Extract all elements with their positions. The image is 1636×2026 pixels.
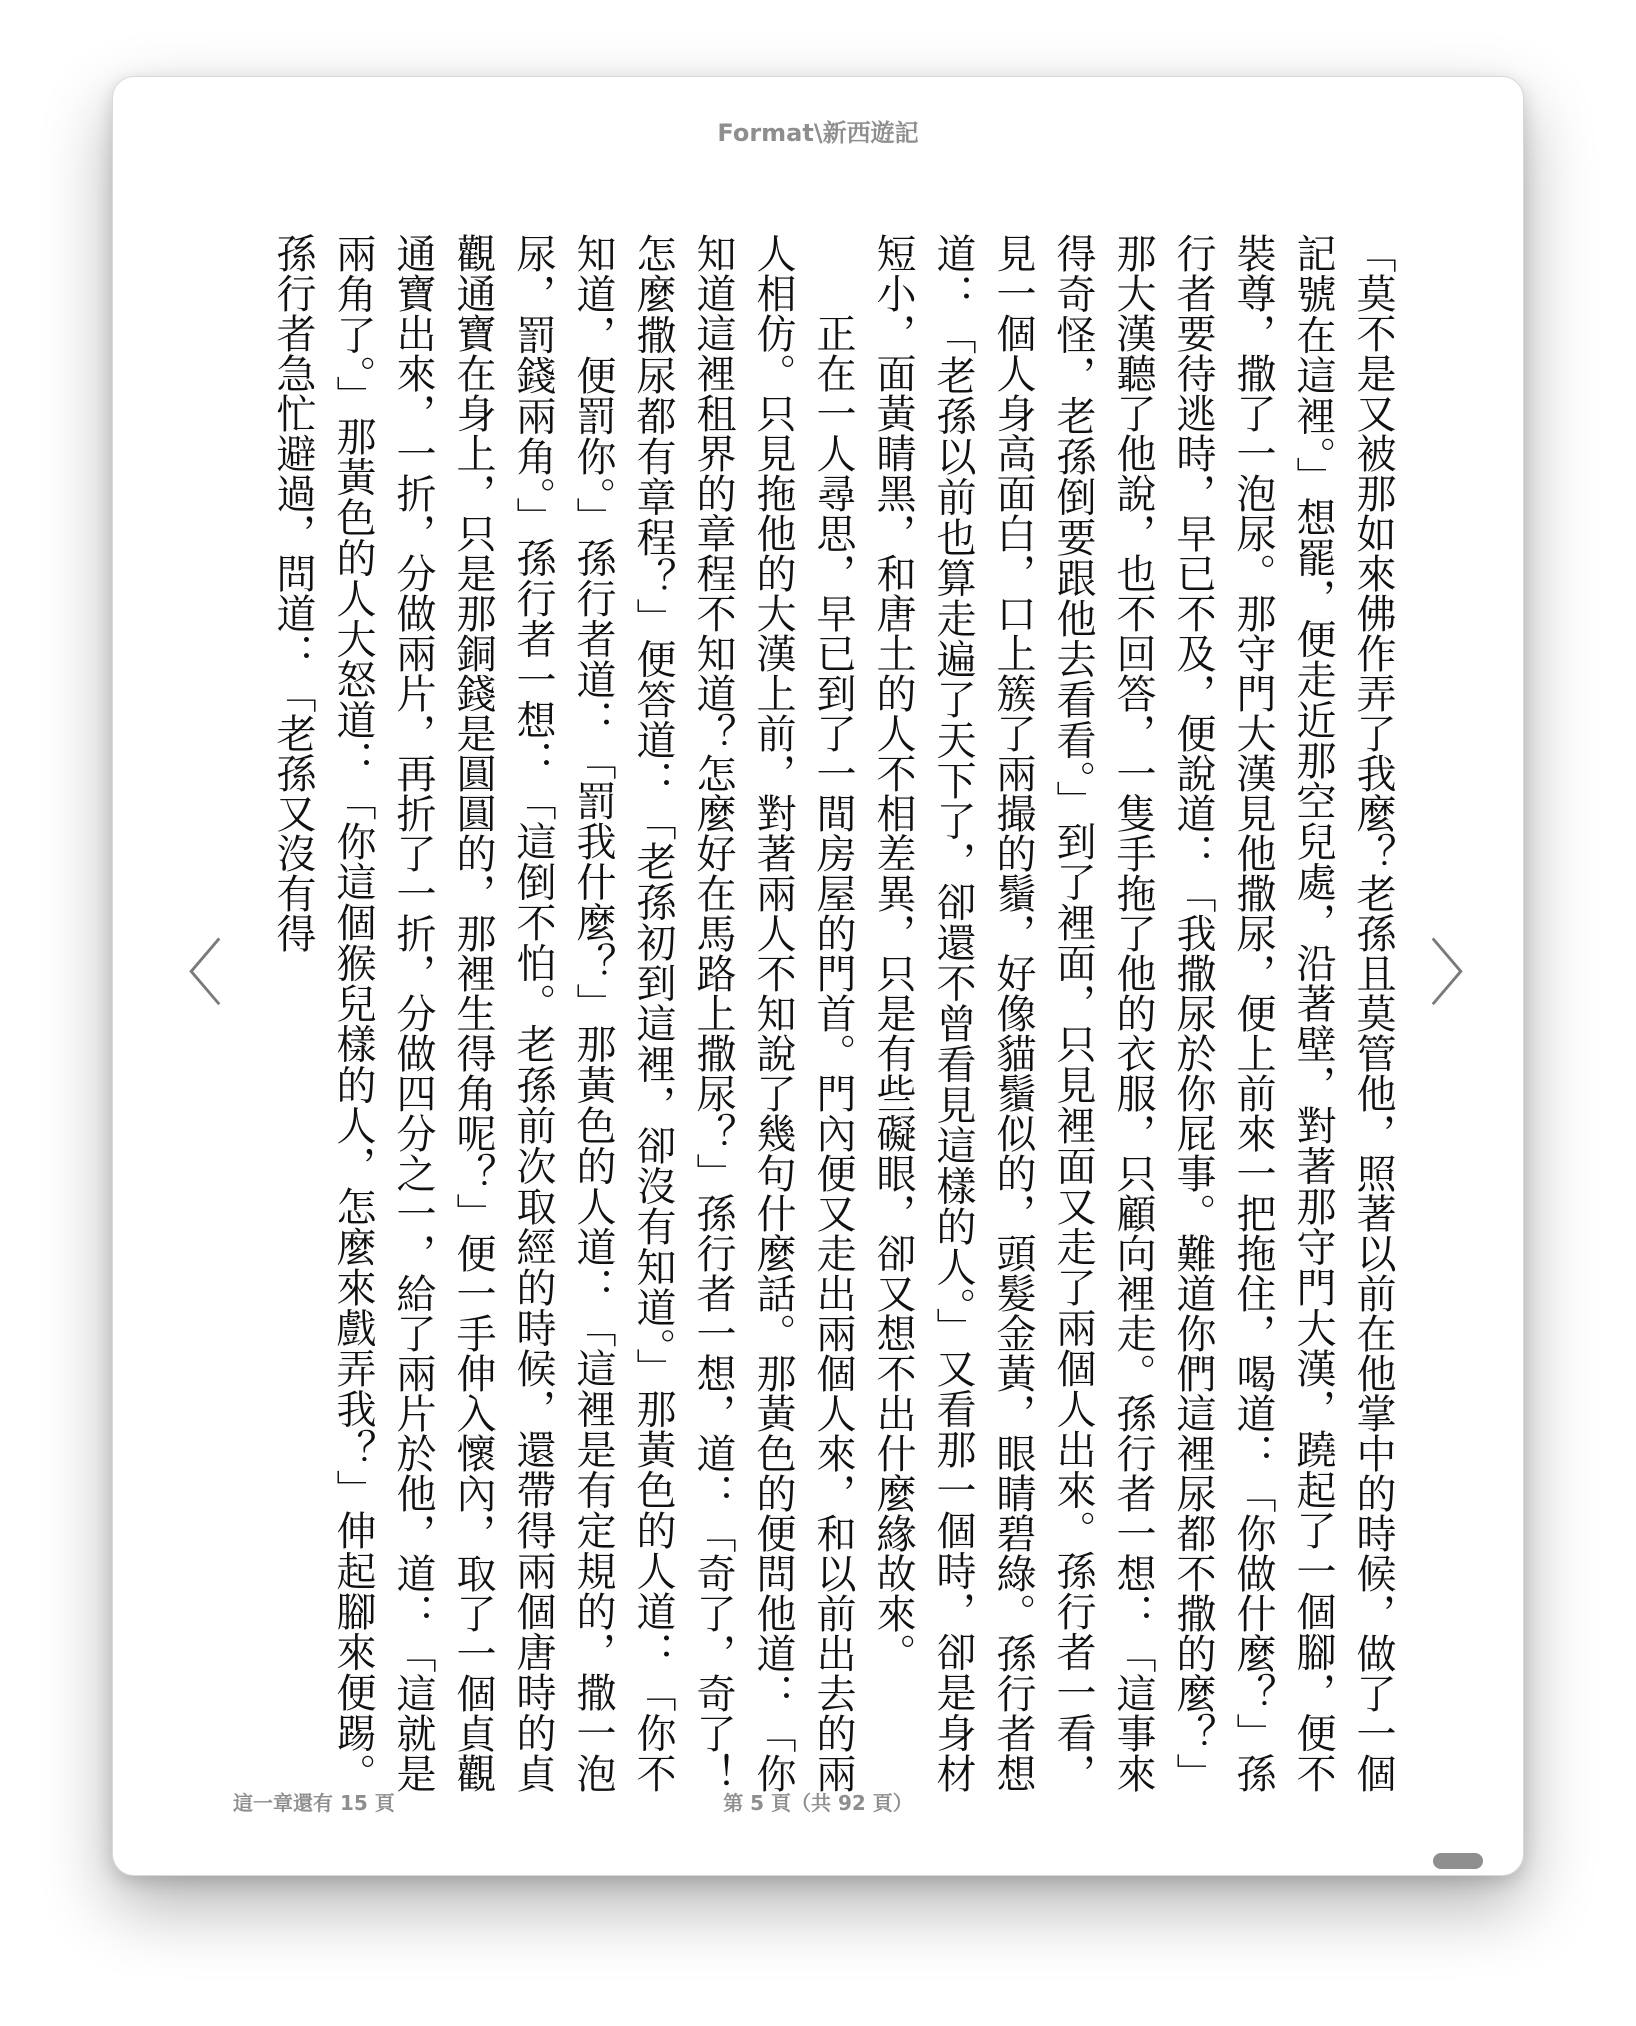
page-number-label: 第 5 頁（共 92 頁）	[723, 1791, 913, 1815]
page-text	[243, 233, 1403, 1793]
reader-window	[112, 76, 1524, 1876]
chevron-left-icon: 〈	[151, 932, 224, 1016]
chapter-remaining-label: 這一章還有 15 頁	[233, 1791, 395, 1815]
paragraph: 正在一人尋思，早已到了一間房屋的門首。門內便又走出兩個人來，和以前出去的兩人相仿。只見拖他的大漢上前，對著兩人不知說了幾句什麼話。那黃色的便問他道：「你知道這裡租界的章程不知道？怎麼好在馬路上撒尿？」孫行者一想，道：「奇了，奇了！怎麼撒尿都有章程？」便答道：「老孫初到這裡，卻沒有知道。」那黃色的人道：「你不知道，便罰你。」孫行者道：「罰我什麼？」那黃色的人道：「這裡是有定規的，撒一泡尿，罰錢兩角。」孫行者一想：「這倒不怕。老孫前次取經的時候，還帶得兩個唐時的貞觀通寶在身上，只是那銅錢是圓圓的，那裡生得角呢？」便一手伸入懷內，取了一個貞觀通寶出來，一折，分做兩片，再折了一折，分做四分之一，給了兩片於他，道：「這就是兩角了。」那黃色的人大怒道：「你這個猴兒樣的人，怎麼來戲弄我？」伸起腳來便踢。孫行者急忙避過，問道：「老孫又沒有得	[270, 233, 856, 1793]
book-title: Format\新西遊記	[717, 119, 919, 147]
paragraph: 「莫不是又被那如來佛作弄了我麼？老孫且莫管他，照著以前在他掌中的時候，做了一個記號在這裡。」想罷，便走近那空兒處，沿著壁，對著那守門大漢，蹺起了一個腳，便不裝尊，撒了一泡尿。那守門大漢見他撒尿，便上前來一把拖住，喝道：「你做什麼？」孫行者要待逃時，早已不及，便說道：「我撒尿於你屁事。難道你們這裡尿都不撒的麼？」那大漢聽了他說，也不回答，一隻手拖了他的衣服，只顧向裡走。孫行者一想：「這事來得奇怪，老孫倒要跟他去看看。」到了裡面，只見裡面又走了兩個人出來。孫行者一看，見一個人身高面白，口上簇了兩撮的鬚，好像貓鬚似的，頭髮金黃，眼睛碧綠。孫行者想道：「老孫以前也算走遍了天下了，卻還不曾看見這樣的人。」又看那一個時，卻是身材短小，面黃睛黑，和唐土的人不相差異，只是有些礙眼，卻又想不出什麼緣故來。	[870, 233, 1396, 1793]
previous-page-button[interactable]	[151, 929, 224, 1019]
chevron-right-icon: 〉	[1429, 932, 1502, 1016]
next-page-button[interactable]	[1429, 929, 1502, 1019]
resize-handle[interactable]	[1433, 1853, 1483, 1869]
